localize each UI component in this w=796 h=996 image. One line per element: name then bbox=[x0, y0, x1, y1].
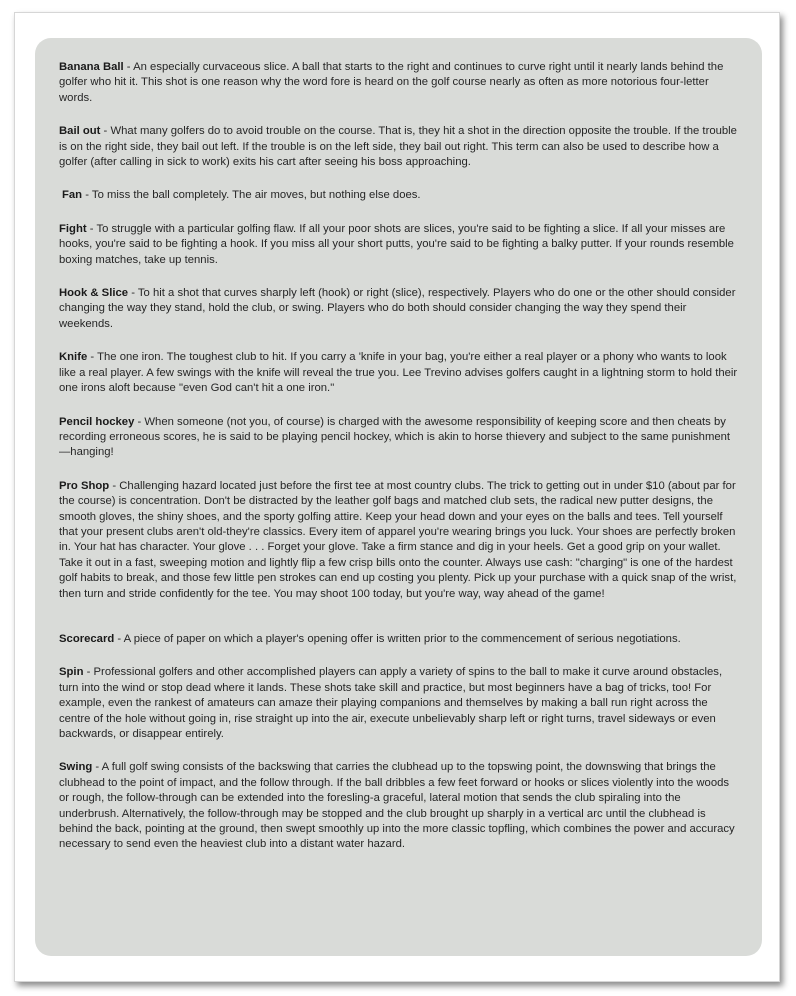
glossary-entry-fight bbox=[59, 222, 740, 268]
entry-definition: - The one iron. The toughest club to hit. If you carry a 'knife in your bag, you're either a real player or a phony who wants to look like a real player. A few swings with the knife will reveal the true you. Lee Trevino advises golfers caught in a lightning storm to hold their one irons aloft because "even God can't hit a one iron." bbox=[59, 351, 738, 395]
entry-definition: - To struggle with a particular golfing flaw. If all your poor shots are slices, you're said to be fighting a slice. If all your misses are hooks, you're said to be fighting a hook. If you miss all your short putts, you're said to be fighting a balky putter. If your rounds resemble boxing matches, take up tennis. bbox=[59, 222, 734, 266]
glossary-entry-fan bbox=[59, 188, 740, 203]
glossary-entry-scorecard bbox=[59, 632, 740, 647]
entry-definition: - To hit a shot that curves sharply left (hook) or right (slice), respectively. Players who do one or the other should consider changing the way they stand, hold the club, or swing. Players who do both should consider changing the way they spend their weekends. bbox=[59, 287, 736, 330]
entry-term: Fight bbox=[59, 222, 87, 235]
glossary-panel bbox=[35, 38, 762, 956]
glossary-entry-banana-ball bbox=[59, 60, 740, 106]
glossary-entry-spin bbox=[59, 665, 740, 742]
entry-definition: - An especially curvaceous slice. A ball that starts to the right and continues to curve right until it nearly lands behind the golfer who hit it. This shot is one reason why the word fore is heard on the golf course nearly as often as more notorious four-letter words. bbox=[59, 61, 724, 104]
entry-definition: - A full golf swing consists of the backswing that carries the clubhead up to the topswing point, the downswing that brings the clubhead to the point of impact, and the follow through. If the ball dribbles a few feet forward or hooks or slices violently into the woods or rough, the follow-through can be extended into the foresling-a graceful, lateral motion that sends the club spiraling into the underbrush. Alternatively, the follow-through may be stopped and the club brought up sharply in a vertical arc until the clubhead is behind the back, pointing at the ground, then swept smoothly up into the more classic topfling, which combines the power and accuracy necessary to send even the heaviest club into a distant water hazard. bbox=[59, 761, 735, 851]
glossary-entry-pro-shop bbox=[59, 479, 740, 602]
entry-definition: - What many golfers do to avoid trouble on the course. That is, they hit a shot in the direction opposite the trouble. If the trouble is on the right side, they bail out left. If the trouble is on the left side, they bail out right. This term can also be used to describe how a golfer (after calling in sick to work) exits his cart after seeing his boss approaching. bbox=[59, 125, 737, 169]
entry-term: Swing bbox=[59, 761, 93, 774]
entry-term: Pencil hockey bbox=[59, 415, 135, 428]
glossary-entry-hook-slice bbox=[59, 286, 740, 332]
entry-term: Spin bbox=[59, 666, 84, 679]
entry-definition: - Challenging hazard located just before the first tee at most country clubs. The trick to getting out in under $10 (about par for the course) is concentration. Don't be distracted by the leather golf bags and matched club sets, the radical new putter designs, the smooth gloves, the shiny shoes, and the sporty golfing attire. Keep your head down and your eyes on the balls and tees. Tell yourself that your present clubs aren't old-they're classics. Every item of apparel you're wearing brings you luck. Your shoes are perfectly broken in. Your hat has character. Your glove . . . Forget your glove. Take a firm stance and dig in your heels. Get a good grip on your wallet. Take it out in a fast, sweeping motion and lightly flip a few crisp bills onto the counter. Always use cash: "charging" is one of the hardest golf habits to break, and those few little pen strokes can end up costing you plenty. Pick up your purchase with a quick snap of the wrist, then turn and stride confidently for the tee. You may shoot 100 today, but you're way, way ahead of the game! bbox=[59, 479, 737, 600]
entry-term: Knife bbox=[59, 351, 88, 364]
glossary-entry-pencil-hockey bbox=[59, 415, 740, 461]
entry-definition: - A piece of paper on which a player's opening offer is written prior to the commencement of serious negotiations. bbox=[114, 632, 681, 645]
entry-term: Banana Ball bbox=[59, 61, 124, 73]
entry-definition: - When someone (not you, of course) is charged with the awesome responsibility of keeping score and then cheats by recording erroneous scores, he is said to be playing pencil hockey, which is akin to horse thievery and subject to the same punishment—hanging! bbox=[59, 415, 731, 459]
glossary-entry-swing bbox=[59, 760, 740, 852]
entry-term: Bail out bbox=[59, 125, 101, 138]
entry-definition: - To miss the ball completely. The air moves, but nothing else does. bbox=[82, 189, 421, 202]
glossary-entry-bail-out bbox=[59, 124, 740, 170]
entry-definition: - Professional golfers and other accomplished players can apply a variety of spins to the ball to make it curve around obstacles, turn into the wind or stop dead where it lands. These shots take skill and practice, but most beginners have a bag of tricks, too! For example, even the rankest of amateurs can amaze their playing companions and themselves by making a ball run right across the centre of the hole without going in, rise straight up into the air, execute unbelievably sharp left or right turns, travel sideways or even backwards, or disappear entirely. bbox=[59, 666, 723, 740]
glossary-entry-knife bbox=[59, 350, 740, 396]
entry-term: Hook & Slice bbox=[59, 287, 129, 300]
page-sheet bbox=[14, 12, 780, 982]
entry-term: Scorecard bbox=[59, 632, 115, 645]
entry-term: Pro Shop bbox=[59, 479, 110, 492]
entry-term: Fan bbox=[62, 189, 83, 202]
